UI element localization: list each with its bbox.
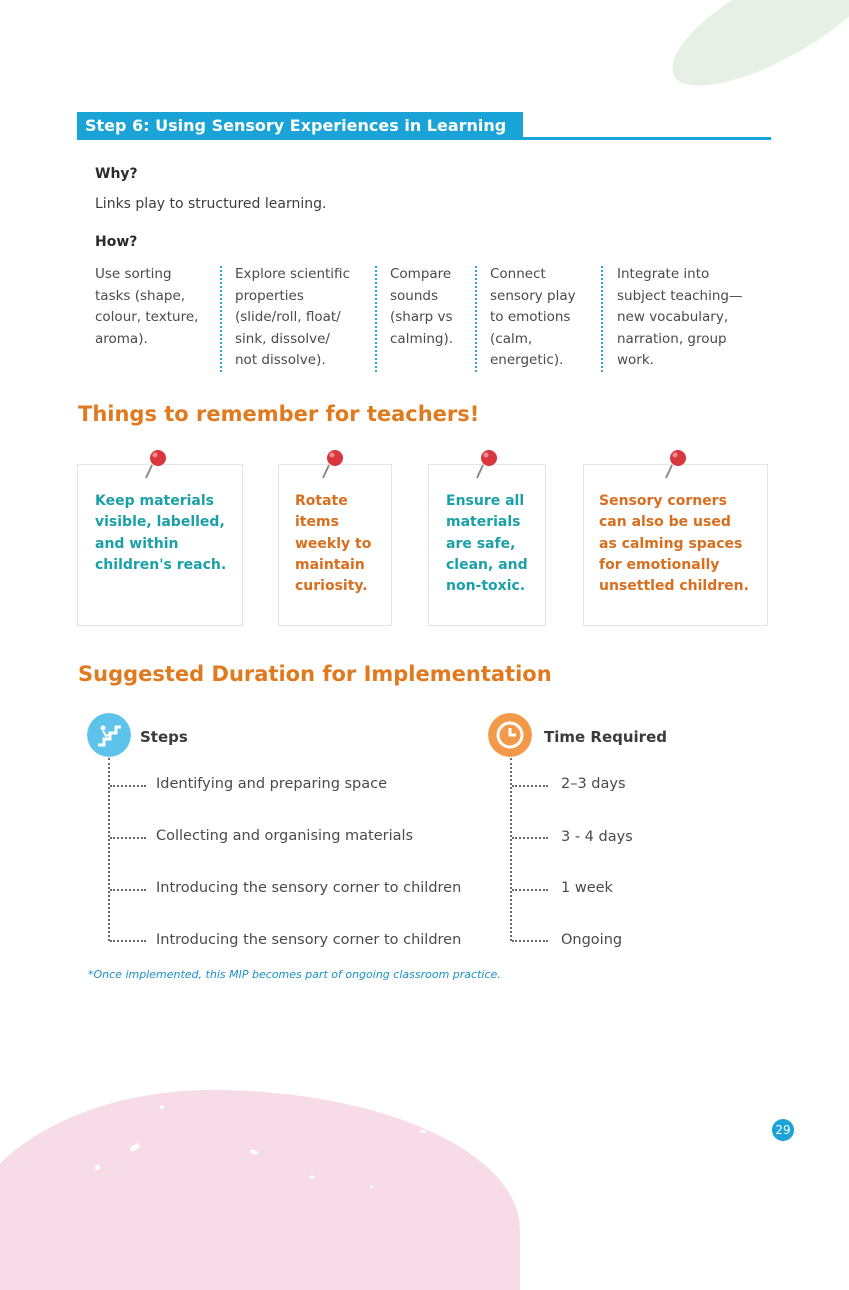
clock-icon [488, 713, 532, 757]
decorative-sparkle [370, 1185, 373, 1188]
column-divider [220, 266, 222, 372]
time-item: 3 - 4 days [561, 829, 633, 845]
steps-label: Steps [140, 728, 188, 746]
why-heading: Why? [95, 166, 138, 182]
step-title: Step 6: Using Sensory Experiences in Learning [77, 112, 523, 140]
reminder-card [583, 464, 768, 626]
step-banner [77, 112, 771, 140]
how-heading: How? [95, 234, 138, 250]
decorative-sparkle [160, 1105, 164, 1109]
how-item: Use sorting tasks (shape, colour, texture, aroma). [95, 266, 199, 347]
step-item: Collecting and organising materials [156, 828, 414, 844]
pushpin-icon [321, 449, 345, 479]
column-divider [601, 266, 603, 372]
decorative-sparkle [95, 1165, 100, 1170]
why-text: Links play to structured learning. [95, 196, 327, 212]
time-label: Time Required [544, 728, 667, 746]
decorative-sparkle [310, 1175, 314, 1179]
duration-heading: Suggested Duration for Implementation [78, 662, 552, 686]
footnote: *Once implemented, this MIP becomes part of ongoing classroom practice. [88, 968, 501, 981]
step-item: Identifying and preparing space [156, 776, 388, 792]
time-item: 2–3 days [561, 776, 626, 792]
tree-branch [110, 785, 146, 787]
reminders-heading: Things to remember for teachers! [78, 402, 480, 426]
step-item: Introducing the sensory corner to children [156, 880, 462, 896]
tree-branch [110, 889, 146, 891]
page-number: 29 [772, 1119, 794, 1141]
reminder-text: Ensure all materials are safe, clean, and non-toxic. [446, 493, 528, 595]
reminder-text: Rotate items weekly to maintain curiosity. [295, 493, 372, 595]
time-item: 1 week [561, 880, 613, 896]
tree-branch [512, 889, 548, 891]
stairs-icon [87, 713, 131, 757]
how-item: Connect sensory play to emotions (calm, energetic). [490, 266, 576, 368]
tree-branch [512, 837, 548, 839]
reminder-text: Sensory corners can also be used as calming spaces for emotionally unsettled children. [599, 493, 749, 595]
tree-branch [512, 785, 548, 787]
how-item: Integrate into subject teaching— new vocabulary, narration, group work. [617, 266, 743, 368]
reminder-card [278, 464, 392, 626]
reminder-text: Keep materials visible, labelled, and within children's reach. [95, 493, 227, 573]
pushpin-icon [475, 449, 499, 479]
time-item: Ongoing [561, 932, 623, 948]
pushpin-icon [144, 449, 168, 479]
pushpin-icon [664, 449, 688, 479]
how-item: Compare sounds (sharp vs calming). [390, 266, 454, 347]
tree-branch [110, 940, 146, 942]
how-item: Explore scientific properties (slide/roll, float/ sink, dissolve/ not dissolve). [235, 266, 350, 368]
tree-branch [110, 837, 146, 839]
column-divider [375, 266, 377, 372]
reminder-card [77, 464, 243, 626]
decorative-leaf-shape [654, 0, 849, 105]
reminder-card [428, 464, 546, 626]
decorative-pink-shape [0, 1090, 520, 1290]
decorative-sparkle [420, 1130, 426, 1133]
column-divider [475, 266, 477, 372]
tree-branch [512, 940, 548, 942]
step-item: Introducing the sensory corner to children [156, 932, 462, 948]
